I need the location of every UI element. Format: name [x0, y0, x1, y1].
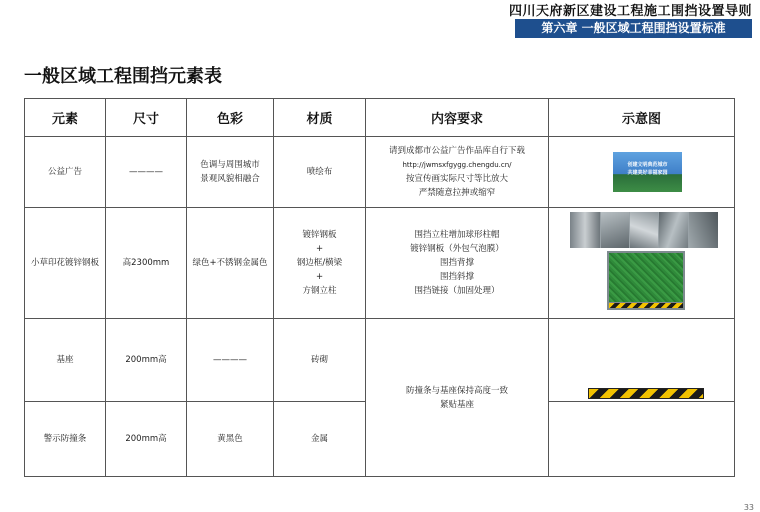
photo-panel [570, 212, 600, 248]
table-cell-content-merged [366, 319, 548, 476]
cell-line: + [315, 272, 324, 282]
cell-line: 色调与周围城市 [200, 160, 260, 170]
cell-line: 防撞条与基座保持高度一致 [405, 385, 508, 396]
col-header-content: 内容要求 [430, 112, 483, 127]
cell-line: 紧贴基座 [439, 399, 474, 410]
cell-line: 围挡立柱增加球形柱帽 [414, 230, 500, 240]
document-title: 四川天府新区建设工程施工围挡设置导则 [508, 4, 752, 19]
table-cell-color: ———— [213, 355, 247, 365]
table-cell-size: 高2300mm [122, 258, 170, 268]
warning-strip [609, 303, 683, 308]
col-header-color: 色彩 [216, 112, 243, 127]
table-cell-color: 绿色+不锈钢金属色 [192, 258, 268, 268]
col-header-size: 尺寸 [132, 112, 159, 127]
table-cell-material: 喷绘布 [306, 167, 333, 177]
photo-panel [659, 212, 688, 248]
chapter-label: 第六章 一般区域工程围挡设置标准 [541, 21, 726, 35]
table-cell-element: 公益广告 [47, 167, 82, 177]
poster-line: 创建文明典范城市 [627, 162, 668, 168]
photo-panel [630, 212, 658, 248]
grass-panel-image [607, 251, 685, 310]
photo-panel [601, 212, 629, 248]
cell-line: 围挡链接（加固处理） [414, 286, 500, 296]
cell-line: 镀锌钢板 [302, 230, 337, 240]
cell-line: 镀锌钢板（外包气泡膜） [410, 244, 504, 254]
cell-line: 景观风貌相融合 [200, 174, 260, 184]
cell-line: 方钢立柱 [302, 286, 337, 296]
cell-line: 钢边框/横梁 [296, 258, 343, 268]
table-cell-material [274, 208, 365, 318]
table-cell-element: 基座 [56, 355, 74, 365]
poster-line: 共建美好幸福家园 [627, 170, 668, 176]
public-ad-poster-image [613, 152, 682, 192]
page-number: 33 [743, 503, 754, 512]
grass-texture [609, 253, 683, 302]
cell-line: 围挡斜撑 [439, 272, 474, 282]
url-text: http://jwmsxfgygg.chengdu.cn/ [402, 161, 512, 169]
poster-text [613, 161, 682, 177]
table-cell-color: 黄黑色 [217, 434, 243, 444]
table-cell-element: 警示防撞条 [43, 434, 87, 444]
table-cell-element: 小草印花镀锌钢板 [30, 258, 99, 268]
page-title: 一般区域工程围挡元素表 [24, 66, 222, 87]
table-cell-size: ———— [129, 167, 163, 177]
table-cell-content [366, 208, 548, 318]
cell-line: 请到成都市公益广告作品库自行下载 [388, 146, 525, 156]
col-header-element: 元素 [51, 112, 78, 127]
table-cell-content [366, 137, 548, 207]
cell-line: 严禁随意拉抻或缩窄 [418, 188, 496, 198]
col-header-diagram: 示意图 [621, 112, 661, 127]
cell-line: + [315, 244, 324, 254]
table-cell-color [187, 137, 273, 207]
table-cell-material: 金属 [310, 434, 328, 444]
fence-photos-image [570, 212, 718, 248]
table-cell-size: 200mm高 [125, 434, 167, 444]
col-header-material: 材质 [306, 112, 333, 127]
table-cell-material: 砖砌 [310, 355, 328, 365]
cell-line: 按宣传画实际尺寸等比放大 [405, 174, 508, 184]
cell-line: 围挡背撑 [439, 258, 474, 268]
table-cell-size: 200mm高 [125, 355, 167, 365]
photo-panel [689, 212, 718, 248]
warning-bar-image [588, 388, 704, 399]
